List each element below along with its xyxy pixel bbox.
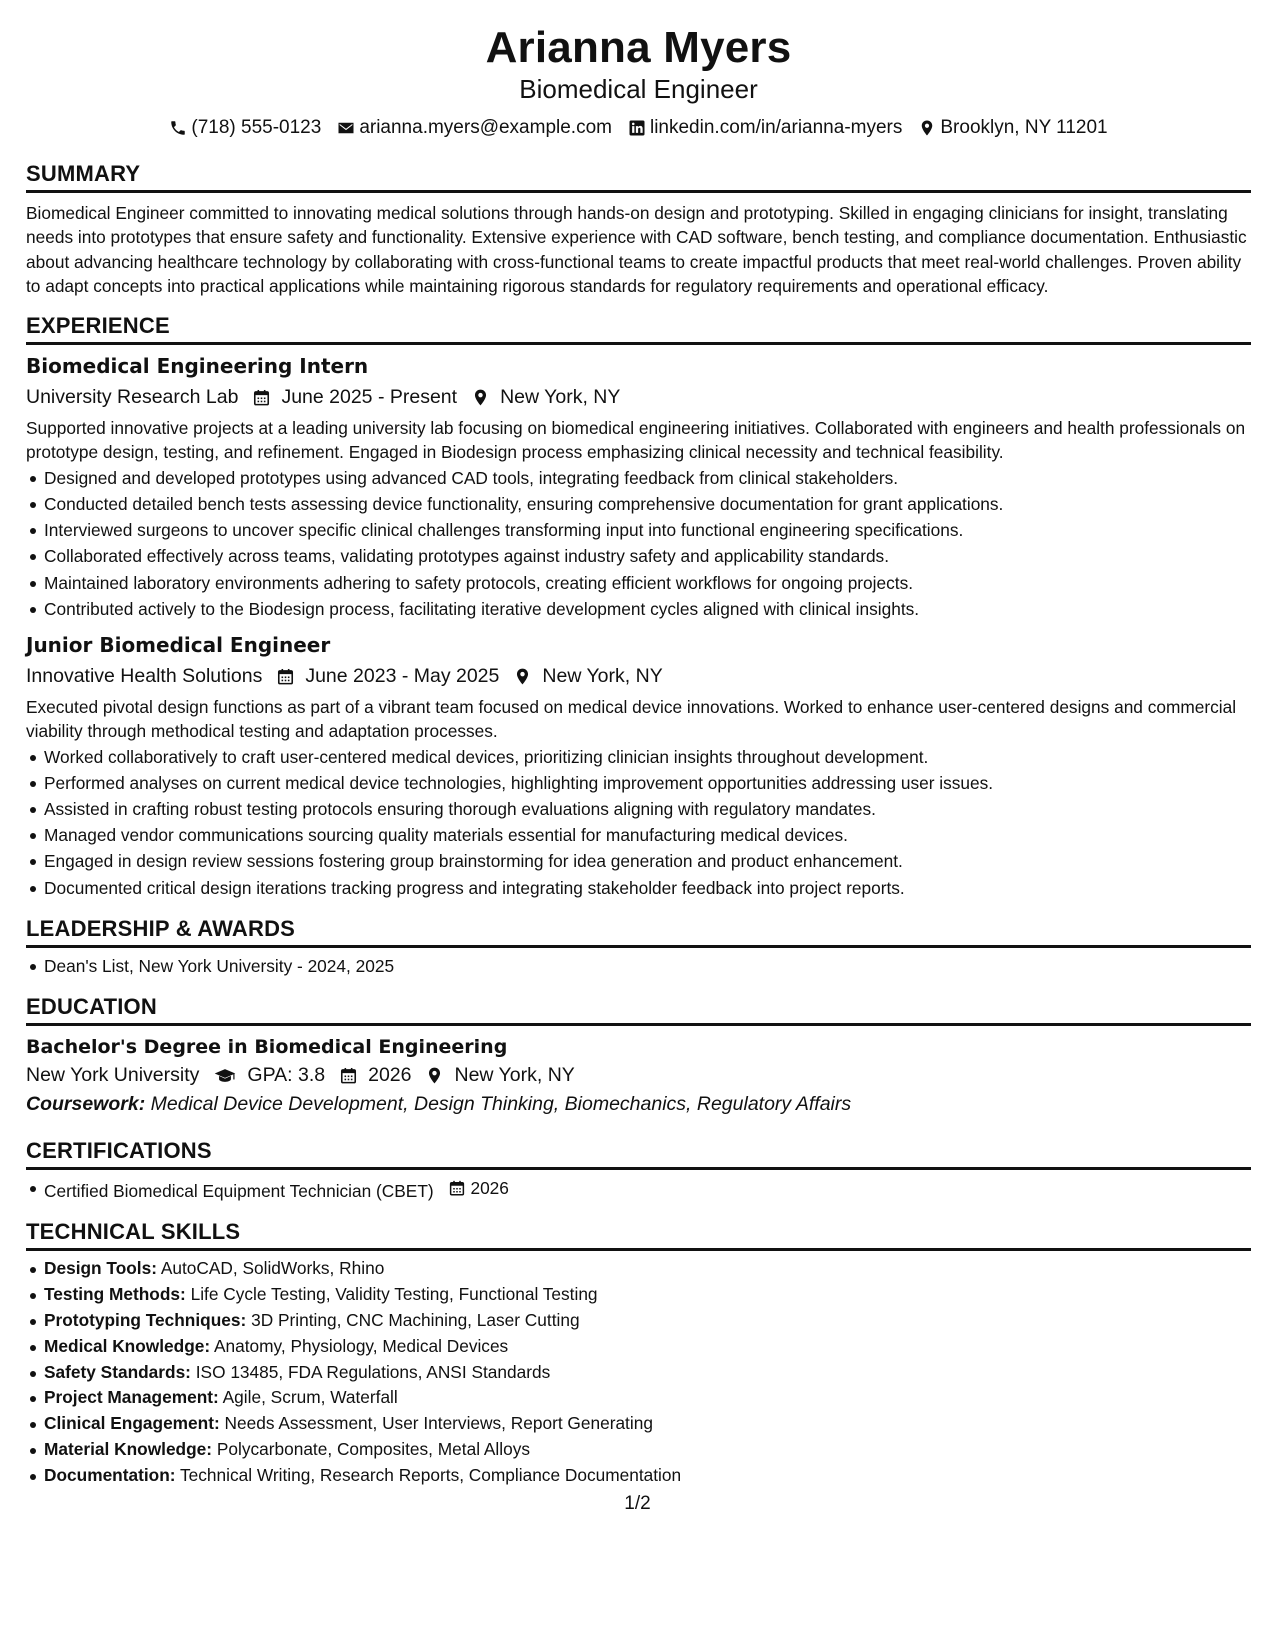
calendar-icon (252, 388, 271, 407)
certification-name: Certified Biomedical Equipment Technician (CBET) (44, 1181, 434, 1202)
leadership-section (26, 915, 1251, 979)
skill-label: Prototyping Techniques: (44, 1309, 247, 1330)
school-name: New York University (26, 1064, 200, 1087)
contact-email[interactable] (337, 116, 612, 140)
list-item (26, 1175, 1251, 1204)
section-heading-certifications: CERTIFICATIONS (26, 1137, 1251, 1170)
skill-label: Design Tools: (44, 1258, 157, 1279)
job-location: New York, NY (500, 386, 621, 409)
resume-header (26, 22, 1251, 140)
skill-value: Anatomy, Physiology, Medical Devices (213, 1335, 509, 1356)
skill-value: AutoCAD, SolidWorks, Rhino (160, 1258, 385, 1279)
job-org: Innovative Health Solutions (26, 665, 263, 687)
contact-location (918, 116, 1107, 140)
envelope-icon (337, 119, 355, 137)
job-dates: June 2023 - May 2025 (305, 665, 500, 687)
list-item (26, 1463, 1251, 1489)
list-item: Documented critical design iterations tracking progress and integrating stakeholder feedback into project reports. (26, 875, 1251, 901)
contact-bar (26, 116, 1251, 140)
list-item (26, 1282, 1251, 1308)
list-item: Engaged in design review sessions fostering group brainstorming for idea generation and product enhancement. (26, 848, 1251, 874)
job-description: Supported innovative projects at a leading university lab focusing on biomedical engineering initiatives. Collaborated with engineers and health professionals on prototype design, testing, and refinement. Engaged in Biodesign process emphasizing clinical necessity and technical feasibility. (26, 418, 1246, 463)
list-item: Conducted detailed bench tests assessing device functionality, ensuring comprehensive documentation for grant applications. (26, 491, 1251, 517)
skill-label: Medical Knowledge: (44, 1335, 211, 1356)
calendar-icon (339, 1066, 358, 1085)
list-item: Assisted in crafting robust testing protocols ensuring thorough evaluations aligning with regulatory mandates. (26, 796, 1251, 822)
education-gpa: GPA: 3.8 (247, 1064, 326, 1087)
section-heading-summary: SUMMARY (26, 160, 1251, 193)
list-item: Contributed actively to the Biodesign process, facilitating iterative development cycles aligned with clinical insights. (26, 596, 1251, 622)
certifications-section (26, 1137, 1251, 1204)
graduation-cap-icon (213, 1066, 237, 1085)
skill-label: Safety Standards: (44, 1361, 191, 1382)
list-item (26, 1385, 1251, 1411)
coursework (26, 1091, 1251, 1117)
job-entry (26, 632, 1251, 901)
calendar-icon (276, 667, 295, 686)
list-item: Managed vendor communications sourcing quality materials essential for manufacturing medical devices. (26, 822, 1251, 848)
contact-linkedin-text: linkedin.com/in/arianna-myers (649, 117, 903, 138)
education-location: New York, NY (454, 1064, 575, 1087)
list-item: Designed and developed prototypes using advanced CAD tools, integrating feedback from clinical stakeholders. (26, 465, 1251, 491)
certification-date-wrap (448, 1175, 508, 1201)
skill-value: 3D Printing, CNC Machining, Laser Cutting (251, 1309, 580, 1330)
job-entry (26, 353, 1251, 622)
skill-label: Project Management: (44, 1387, 219, 1408)
list-item: Interviewed surgeons to uncover specific clinical challenges transforming input into functional engineering specifications. (26, 517, 1251, 543)
skill-value: Needs Assessment, User Interviews, Report Generating (224, 1413, 653, 1434)
list-item: Worked collaboratively to craft user-centered medical devices, prioritizing clinician insights throughout development. (26, 744, 1251, 770)
linkedin-icon (628, 119, 646, 137)
experience-section (26, 312, 1251, 901)
map-pin-icon (471, 388, 490, 407)
skill-value: Life Cycle Testing, Validity Testing, Functional Testing (190, 1284, 598, 1305)
education-year: 2026 (368, 1064, 412, 1087)
contact-linkedin[interactable] (628, 116, 902, 140)
job-meta (26, 663, 1251, 689)
list-item (26, 1437, 1251, 1463)
degree-title: Bachelor's Degree in Biomedical Engineering (26, 1036, 508, 1059)
skill-label: Clinical Engagement: (44, 1413, 220, 1434)
skills-section (26, 1218, 1251, 1488)
education-meta (26, 1062, 1251, 1088)
job-title: Junior Biomedical Engineer (26, 633, 331, 657)
job-meta (26, 384, 1251, 410)
contact-phone[interactable] (169, 116, 321, 140)
skill-value: ISO 13485, FDA Regulations, ANSI Standards (195, 1361, 551, 1382)
job-description: Executed pivotal design functions as part of a vibrant team focused on medical device innovations. Worked to enhance user-centered designs and commercial viability through methodical testing and adaptation processes. (26, 697, 1237, 742)
job-bullets (26, 465, 1251, 622)
contact-phone-text: (718) 555-0123 (191, 117, 322, 138)
job-bullets (26, 744, 1251, 901)
calendar-icon (448, 1179, 466, 1197)
job-dates: June 2025 - Present (281, 386, 458, 409)
contact-location-text: Brooklyn, NY 11201 (940, 117, 1108, 138)
skill-label: Material Knowledge: (44, 1438, 213, 1459)
list-item: Collaborated effectively across teams, validating prototypes against industry safety and applicability standards. (26, 543, 1251, 569)
list-item: Dean's List, New York University - 2024, 2025 (26, 953, 1251, 979)
map-pin-icon (513, 667, 532, 686)
phone-icon (169, 119, 187, 137)
leadership-list (26, 953, 1251, 979)
job-org: University Research Lab (26, 386, 239, 409)
certification-date: 2026 (470, 1178, 509, 1199)
page-number: 1/2 (624, 1493, 651, 1514)
map-pin-icon (918, 119, 936, 137)
summary-text: Biomedical Engineer committed to innovating medical solutions through hands-on design and prototyping. Skilled in engaging clinicians for insight, translating needs into prototypes that ensure safety and functionality. Extensive experience with CAD software, bench testing, and compliance documentation. Enthusiastic about advancing healthcare technology by collaborating with cross-functional teams to create impactful products that meet real-world challenges. Proven ability to adapt concepts into practical applications while maintaining rigorous standards for regulatory requirements and operational efficacy. (26, 203, 1247, 296)
section-heading-education: EDUCATION (26, 993, 1251, 1026)
resume-content (26, 22, 1251, 1488)
list-item (26, 1360, 1251, 1386)
list-item (26, 1334, 1251, 1360)
candidate-title: Biomedical Engineer (519, 74, 758, 104)
skill-label: Testing Methods: (44, 1284, 186, 1305)
contact-email-text: arianna.myers@example.com (359, 117, 612, 138)
list-item (26, 1411, 1251, 1437)
section-heading-leadership: LEADERSHIP & AWARDS (26, 915, 1251, 948)
coursework-text: Medical Device Development, Design Thinking, Biomechanics, Regulatory Affairs (150, 1093, 852, 1116)
section-heading-experience: EXPERIENCE (26, 312, 1251, 345)
section-heading-skills: TECHNICAL SKILLS (26, 1218, 1251, 1251)
coursework-label: Coursework: (26, 1093, 146, 1116)
job-location: New York, NY (542, 665, 663, 687)
skills-list (26, 1256, 1251, 1488)
job-title: Biomedical Engineering Intern (26, 354, 369, 379)
candidate-name: Arianna Myers (485, 23, 792, 72)
summary-section (26, 160, 1251, 298)
skill-value: Agile, Scrum, Waterfall (222, 1387, 398, 1408)
skill-value: Technical Writing, Research Reports, Compliance Documentation (180, 1464, 682, 1485)
list-item: Maintained laboratory environments adhering to safety protocols, creating efficient workflows for ongoing projects. (26, 570, 1251, 596)
skill-label: Documentation: (44, 1464, 176, 1485)
list-item (26, 1308, 1251, 1334)
education-section (26, 993, 1251, 1117)
certifications-list (26, 1175, 1251, 1204)
skill-value: Polycarbonate, Composites, Metal Alloys (216, 1438, 530, 1459)
map-pin-icon (425, 1066, 444, 1085)
list-item (26, 1256, 1251, 1282)
list-item: Performed analyses on current medical device technologies, highlighting improvement opportunities addressing user issues. (26, 770, 1251, 796)
